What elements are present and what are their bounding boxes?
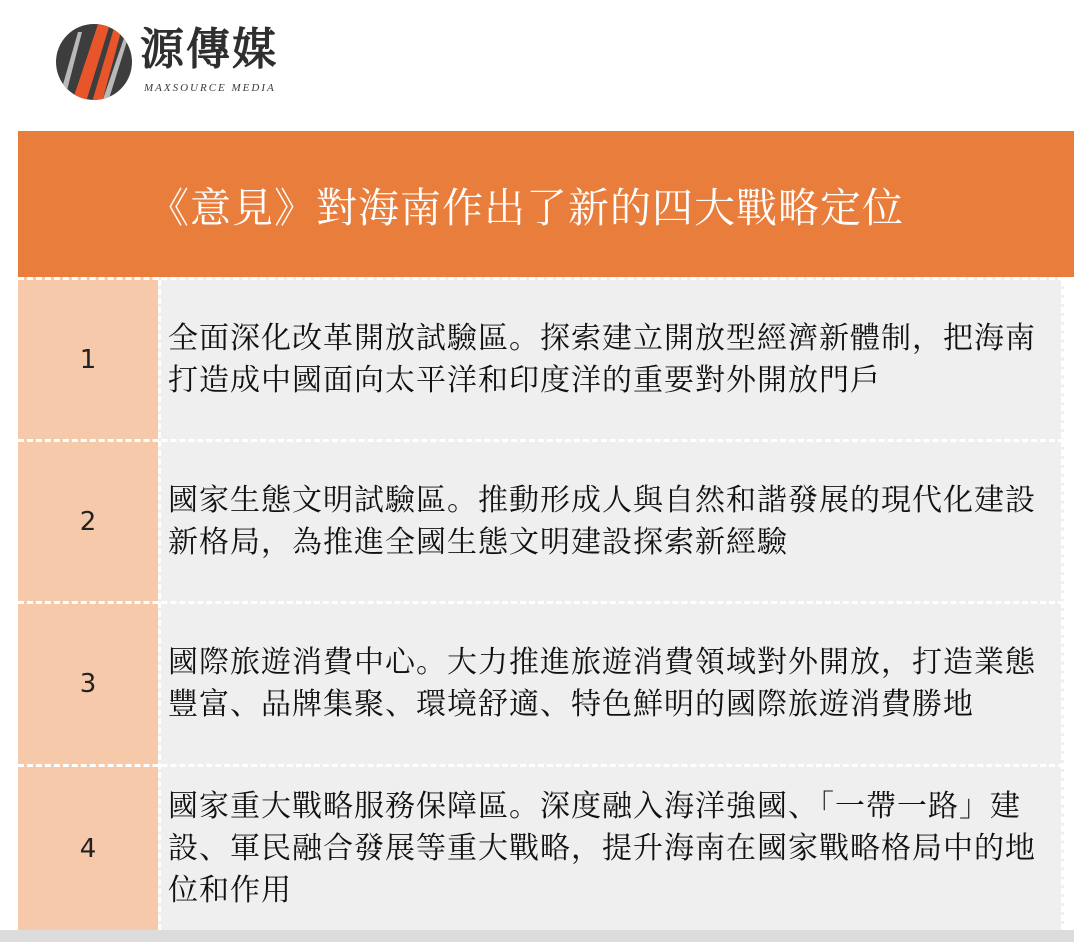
row-number: 3	[79, 669, 97, 699]
row-text-content: 國際旅遊消費中心。大力推進旅遊消費領域對外開放，打造業態豐富、品牌集聚、環境舒適、特色鮮明的國際旅遊消費勝地	[168, 645, 1036, 722]
bottom-strip	[0, 930, 1074, 942]
row-text-content: 國家重大戰略服務保障區。深度融入海洋強國、「一帶一路」建設、軍民融合發展等重大戰略，提升海南在國家戰略格局中的地位和作用	[168, 788, 1036, 908]
row-number: 1	[79, 344, 97, 375]
row-text-content: 全面深化改革開放試驗區。探索建立開放型經濟新體制，把海南打造成中國面向太平洋和印度洋的重要對外開放門戶	[168, 320, 1036, 398]
table-row	[18, 442, 1064, 601]
logo-name: 源傳媒	[140, 24, 278, 75]
title-bar	[18, 131, 1074, 277]
row-text	[168, 767, 1058, 930]
logo-subtitle: MAXSOURCE MEDIA	[144, 82, 276, 94]
row-text	[168, 604, 1058, 764]
table-row	[18, 280, 1064, 439]
row-text-content: 國家生態文明試驗區。推動形成人與自然和諧發展的現代化建設新格局，為推進全國生態文明建設探索新經驗	[168, 482, 1036, 560]
row-number: 2	[79, 506, 97, 537]
logo-mark-icon	[52, 18, 136, 102]
table-row	[18, 604, 1064, 764]
row-text	[168, 280, 1058, 439]
table-row	[18, 767, 1064, 930]
row-number: 4	[79, 833, 97, 864]
page-title: 《意見》對海南作出了新的四大戰略定位	[148, 183, 904, 232]
row-text	[168, 442, 1058, 601]
logo	[52, 18, 352, 108]
